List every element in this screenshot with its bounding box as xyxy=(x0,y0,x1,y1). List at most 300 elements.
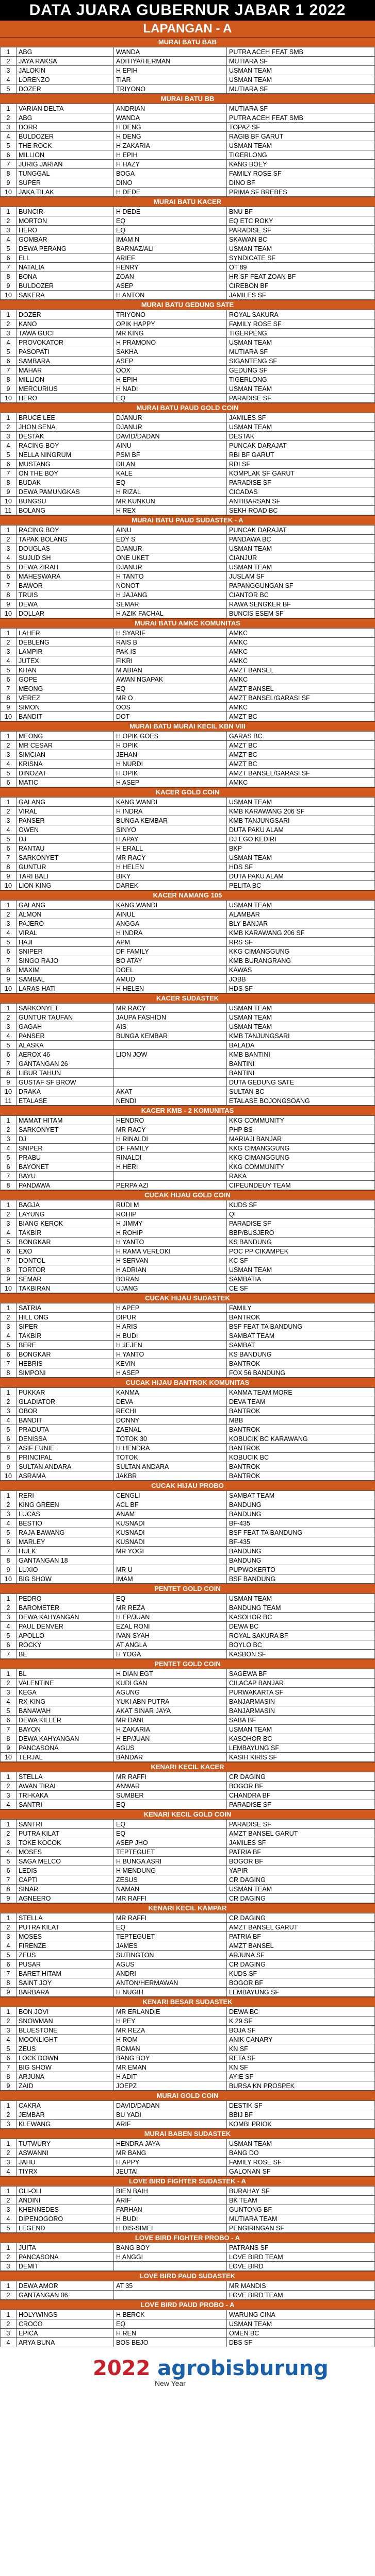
table-row xyxy=(1,901,375,910)
table-row xyxy=(1,178,375,188)
table-row xyxy=(1,235,375,244)
bird-name-cell: ASIF EUNIE xyxy=(17,1444,114,1453)
bird-name-cell: PUTRA KILAT xyxy=(17,1829,114,1838)
team-cell: USMAN TEAM xyxy=(227,75,375,84)
table-row xyxy=(1,1425,375,1434)
rank-cell: 8 xyxy=(1,1265,17,1275)
results-table xyxy=(0,1669,375,1762)
table-row xyxy=(1,1313,375,1322)
team-cell: BANDUNG xyxy=(227,1500,375,1510)
team-cell: KANG BOEY xyxy=(227,160,375,169)
bird-name-cell: MILLION xyxy=(17,375,114,384)
rank-cell: 5 xyxy=(1,1857,17,1866)
rank-cell: 4 xyxy=(1,1519,17,1528)
table-row xyxy=(1,816,375,825)
bird-name-cell: ARYA BUNA xyxy=(17,2338,114,2347)
owner-cell: H APPY xyxy=(114,2158,227,2167)
table-row xyxy=(1,581,375,590)
owner-cell: DF FAMILY xyxy=(114,1144,227,1153)
owner-cell: H SERVAN xyxy=(114,1256,227,1265)
owner-cell: ASEP JHO xyxy=(114,1838,227,1848)
owner-cell: OOX xyxy=(114,366,227,375)
bird-name-cell: PEDRO xyxy=(17,1594,114,1603)
rank-cell: 2 xyxy=(1,910,17,919)
owner-cell: H DIAN EGT xyxy=(114,1669,227,1679)
rank-cell: 1 xyxy=(1,2139,17,2148)
team-cell: BSF FEAT TA BANDUNG xyxy=(227,1528,375,1537)
table-row xyxy=(1,835,375,844)
team-cell: SAMBAT TEAM xyxy=(227,1491,375,1500)
table-row xyxy=(1,169,375,178)
team-cell: KMB BURANGRANG xyxy=(227,956,375,965)
rank-cell: 1 xyxy=(1,1388,17,1397)
team-cell: PURWAKARTA SF xyxy=(227,1688,375,1697)
rank-cell: 7 xyxy=(1,160,17,169)
table-row xyxy=(1,1978,375,1988)
table-row xyxy=(1,1350,375,1359)
table-row xyxy=(1,1041,375,1050)
results-table xyxy=(0,1490,375,1584)
team-cell: KASBON SF xyxy=(227,1650,375,1659)
team-cell: BURSA KN PROSPEK xyxy=(227,2081,375,2091)
team-cell: MR MANDIS xyxy=(227,2281,375,2291)
results-table xyxy=(0,1115,375,1190)
owner-cell: MR RACY xyxy=(114,1004,227,1013)
bird-name-cell: DOZER xyxy=(17,84,114,94)
rank-cell: 9 xyxy=(1,178,17,188)
table-row xyxy=(1,2319,375,2329)
table-row xyxy=(1,638,375,647)
rank-cell: 1 xyxy=(1,2187,17,2196)
bird-name-cell: PUKKAR xyxy=(17,1388,114,1397)
table-row xyxy=(1,712,375,721)
owner-cell: ASEP xyxy=(114,357,227,366)
bird-name-cell: MORTON xyxy=(17,216,114,226)
owner-cell: MR RAFFI xyxy=(114,1772,227,1782)
table-row xyxy=(1,2214,375,2224)
owner-cell: H NUGIH xyxy=(114,1988,227,1997)
bird-name-cell: SARKONYET xyxy=(17,1125,114,1134)
bird-name-cell: BRUCE LEE xyxy=(17,413,114,422)
table-row xyxy=(1,1181,375,1190)
class-header: MURAI GOLD COIN xyxy=(0,2091,375,2100)
table-row xyxy=(1,1932,375,1941)
rank-cell: 1 xyxy=(1,1669,17,1679)
table-row xyxy=(1,1941,375,1951)
owner-cell: BANG BOY xyxy=(114,2054,227,2063)
team-cell: KKG CIMANGGUNG xyxy=(227,947,375,956)
owner-cell: H YANTO xyxy=(114,1350,227,1359)
bird-name-cell: SINGO RAJO xyxy=(17,956,114,965)
team-cell: FAMILY ROSE SF xyxy=(227,2158,375,2167)
bird-name-cell: MEONG xyxy=(17,684,114,693)
team-cell: HR SF FEAT ZOAN BF xyxy=(227,272,375,281)
team-cell: AMKC xyxy=(227,703,375,712)
table-row xyxy=(1,2329,375,2338)
owner-cell: H RAMA VERLOKI xyxy=(114,1247,227,1256)
owner-cell: PERPA AZI xyxy=(114,1181,227,1190)
rank-cell: 5 xyxy=(1,1153,17,1162)
owner-cell: H ROHIP xyxy=(114,1228,227,1238)
bird-name-cell: TUTWURY xyxy=(17,2139,114,2148)
team-cell: AYIE SF xyxy=(227,2072,375,2081)
owner-cell: ONE UKET xyxy=(114,553,227,563)
bird-name-cell: SAMBARA xyxy=(17,357,114,366)
results-table xyxy=(0,104,375,197)
table-row xyxy=(1,1923,375,1932)
team-cell: GARAS BC xyxy=(227,732,375,741)
class-header: KACER KMB - 2 KOMUNITAS xyxy=(0,1106,375,1115)
rank-cell: 10 xyxy=(1,291,17,300)
table-row xyxy=(1,1640,375,1650)
owner-cell: H ERALL xyxy=(114,844,227,853)
table-row xyxy=(1,1500,375,1510)
rank-cell: 4 xyxy=(1,1031,17,1041)
table-row xyxy=(1,2139,375,2148)
table-row xyxy=(1,1829,375,1838)
results-table xyxy=(0,731,375,787)
rank-cell: 5 xyxy=(1,769,17,778)
team-cell: USMAN TEAM xyxy=(227,1004,375,1013)
bird-name-cell: PROVOKATOR xyxy=(17,338,114,347)
rank-cell: 1 xyxy=(1,1913,17,1923)
class-header: MURAI BATU BB xyxy=(0,94,375,104)
bird-name-cell: CAPTI xyxy=(17,1875,114,1885)
owner-cell: ARIF xyxy=(114,2196,227,2205)
table-row xyxy=(1,1359,375,1368)
bird-name-cell: HERO xyxy=(17,226,114,235)
team-cell: JAMILES SF xyxy=(227,291,375,300)
owner-cell: EQ xyxy=(114,226,227,235)
results-table xyxy=(0,413,375,515)
rank-cell: 11 xyxy=(1,1096,17,1106)
team-cell: EQ ETC ROKY xyxy=(227,216,375,226)
table-row xyxy=(1,844,375,853)
owner-cell: SEMAR xyxy=(114,600,227,609)
bird-name-cell: THE ROCK xyxy=(17,141,114,150)
team-cell: BF-435 xyxy=(227,1519,375,1528)
team-cell: JAMILES SF xyxy=(227,1838,375,1848)
class-header: MURAI BATU KACER xyxy=(0,197,375,207)
rank-cell: 7 xyxy=(1,1172,17,1181)
rank-cell: 10 xyxy=(1,984,17,993)
rank-cell: 3 xyxy=(1,1322,17,1331)
rank-cell: 1 xyxy=(1,310,17,319)
team-cell: JAMILES SF xyxy=(227,413,375,422)
bird-name-cell: DEWA PERANG xyxy=(17,244,114,253)
table-row xyxy=(1,1772,375,1782)
bird-name-cell: FIRENZE xyxy=(17,1941,114,1951)
team-cell: BANDUNG xyxy=(227,1510,375,1519)
table-row xyxy=(1,590,375,600)
owner-cell: H JEJEN xyxy=(114,1341,227,1350)
rank-cell: 1 xyxy=(1,207,17,216)
bird-name-cell: LEDIS xyxy=(17,1866,114,1875)
table-row xyxy=(1,1397,375,1406)
table-row xyxy=(1,394,375,403)
team-cell: SEKH ROAD BC xyxy=(227,506,375,515)
team-cell: PUNCAK DARAJAT xyxy=(227,526,375,535)
rank-cell: 4 xyxy=(1,2338,17,2347)
owner-cell: MR BANG xyxy=(114,2148,227,2158)
owner-cell: KUDI GAN xyxy=(114,1679,227,1688)
rank-cell: 2 xyxy=(1,1313,17,1322)
results-table xyxy=(0,1303,375,1378)
owner-cell: BORAN xyxy=(114,1275,227,1284)
rank-cell: 2 xyxy=(1,638,17,647)
table-row xyxy=(1,1087,375,1096)
results-table xyxy=(0,1594,375,1659)
rank-cell: 4 xyxy=(1,2214,17,2224)
rank-cell: 3 xyxy=(1,2262,17,2271)
rank-cell: 6 xyxy=(1,253,17,263)
rank-cell: 2 xyxy=(1,1397,17,1406)
rank-cell: 3 xyxy=(1,1134,17,1144)
rank-cell: 5 xyxy=(1,2044,17,2054)
rank-cell: 8 xyxy=(1,375,17,384)
owner-cell: ZOAN xyxy=(114,272,227,281)
bird-name-cell: ANDINI xyxy=(17,2196,114,2205)
team-cell: AMZT BC xyxy=(227,741,375,750)
bird-name-cell: PANDAWA xyxy=(17,1181,114,1190)
owner-cell: H ADIT xyxy=(114,2072,227,2081)
bird-name-cell: KHAN xyxy=(17,666,114,675)
owner-cell: AINU xyxy=(114,526,227,535)
bird-name-cell: DEWA ZIRAH xyxy=(17,563,114,572)
rank-cell: 1 xyxy=(1,1820,17,1829)
owner-cell: H NADI xyxy=(114,384,227,394)
rank-cell: 1 xyxy=(1,526,17,535)
bird-name-cell: LUCAS xyxy=(17,1510,114,1519)
results-table xyxy=(0,1913,375,1997)
owner-cell: H HAZY xyxy=(114,160,227,169)
owner-cell: DEVA xyxy=(114,1397,227,1406)
rank-cell: 3 xyxy=(1,816,17,825)
owner-cell: H DIS-SIMEI xyxy=(114,2224,227,2233)
owner-cell: JAKBR xyxy=(114,1471,227,1481)
team-cell: BANTINI xyxy=(227,1069,375,1078)
results-table xyxy=(0,2007,375,2091)
rank-cell: 10 xyxy=(1,497,17,506)
team-cell: WARUNG CINA xyxy=(227,2310,375,2319)
rank-cell: 6 xyxy=(1,1537,17,1547)
team-cell: LEMBAYUNG SF xyxy=(227,1743,375,1753)
bird-name-cell: TAKBIR xyxy=(17,1228,114,1238)
team-cell: LOVE BIRD TEAM xyxy=(227,2291,375,2300)
rank-cell: 10 xyxy=(1,609,17,618)
table-row xyxy=(1,1885,375,1894)
team-cell: USMAN TEAM xyxy=(227,544,375,553)
results-table xyxy=(0,525,375,618)
table-row xyxy=(1,1331,375,1341)
footer-tagline: New Year xyxy=(155,2379,186,2387)
table-row xyxy=(1,535,375,544)
rank-cell: 8 xyxy=(1,1368,17,1378)
table-row xyxy=(1,291,375,300)
rank-cell: 3 xyxy=(1,1688,17,1697)
team-cell: SAGEWA BF xyxy=(227,1669,375,1679)
owner-cell: TEPTEGUET xyxy=(114,1932,227,1941)
team-cell: DESTIK SF xyxy=(227,2101,375,2110)
owner-cell: BOS BEJO xyxy=(114,2338,227,2347)
bird-name-cell: ABG xyxy=(17,113,114,123)
table-row xyxy=(1,347,375,357)
team-cell: KS BANDUNG xyxy=(227,1350,375,1359)
team-cell: AMKC xyxy=(227,638,375,647)
results-table xyxy=(0,797,375,890)
bird-name-cell: GALANG xyxy=(17,901,114,910)
bird-name-cell: SAMBAL xyxy=(17,975,114,984)
owner-cell: BIKY xyxy=(114,872,227,881)
rank-cell: 9 xyxy=(1,1078,17,1087)
rank-cell: 5 xyxy=(1,347,17,357)
team-cell: USMAN TEAM xyxy=(227,853,375,862)
rank-cell: 7 xyxy=(1,1059,17,1069)
rank-cell: 7 xyxy=(1,684,17,693)
bird-name-cell: PASOPATI xyxy=(17,347,114,357)
team-cell: BURAHAY SF xyxy=(227,2187,375,2196)
rank-cell: 4 xyxy=(1,441,17,450)
table-row xyxy=(1,544,375,553)
team-cell: CR DAGING xyxy=(227,1913,375,1923)
owner-cell: H EP/JUAN xyxy=(114,1734,227,1743)
table-row xyxy=(1,1857,375,1866)
rank-cell: 7 xyxy=(1,469,17,478)
table-row xyxy=(1,563,375,572)
owner-cell xyxy=(114,1556,227,1565)
rank-cell: 3 xyxy=(1,329,17,338)
rank-cell: 8 xyxy=(1,2072,17,2081)
team-cell: PARADISE SF xyxy=(227,394,375,403)
team-cell: HDS SF xyxy=(227,862,375,872)
owner-cell: EQ xyxy=(114,1923,227,1932)
team-cell: ROYAL SAKURA BF xyxy=(227,1631,375,1640)
table-row xyxy=(1,66,375,75)
bird-name-cell: BAYU xyxy=(17,1172,114,1181)
team-cell: GALONAN SF xyxy=(227,2167,375,2176)
owner-cell: PSM BF xyxy=(114,450,227,460)
rank-cell: 8 xyxy=(1,478,17,487)
table-row xyxy=(1,2007,375,2016)
bird-name-cell: ARJUNA xyxy=(17,2072,114,2081)
bird-name-cell: HERO xyxy=(17,394,114,403)
table-row xyxy=(1,1866,375,1875)
results-table xyxy=(0,2100,375,2129)
bird-name-cell: GUNTUR TAUFAN xyxy=(17,1013,114,1022)
owner-cell: H HELEN xyxy=(114,984,227,993)
bird-name-cell: TUNGGAL xyxy=(17,169,114,178)
rank-cell: 2 xyxy=(1,216,17,226)
bird-name-cell: APOLLO xyxy=(17,1631,114,1640)
team-cell: USMAN TEAM xyxy=(227,422,375,432)
bird-name-cell: KANO xyxy=(17,319,114,329)
owner-cell: APM xyxy=(114,938,227,947)
owner-cell: DAREK xyxy=(114,881,227,890)
owner-cell xyxy=(114,1069,227,1078)
rank-cell: 3 xyxy=(1,2329,17,2338)
team-cell: PATRANS SF xyxy=(227,2243,375,2252)
bird-name-cell: SNIPER xyxy=(17,1144,114,1153)
team-cell: CR DAGING xyxy=(227,1894,375,1903)
table-row xyxy=(1,2310,375,2319)
team-cell: KAWAS xyxy=(227,965,375,975)
owner-cell: H BUNGA ASRI xyxy=(114,1857,227,1866)
team-cell: HDS SF xyxy=(227,984,375,993)
rank-cell: 2 xyxy=(1,1923,17,1932)
owner-cell: TRIYONO xyxy=(114,310,227,319)
bird-name-cell: AEROX 46 xyxy=(17,1050,114,1059)
team-cell: RBI BF GARUT xyxy=(227,450,375,460)
owner-cell: DONNY xyxy=(114,1416,227,1425)
table-row xyxy=(1,1050,375,1059)
table-row xyxy=(1,928,375,938)
table-row xyxy=(1,1388,375,1397)
owner-cell: ROHIP xyxy=(114,1210,227,1219)
table-row xyxy=(1,1303,375,1313)
bird-name-cell: DIPENOGORO xyxy=(17,2214,114,2224)
bird-name-cell: SINAR xyxy=(17,1885,114,1894)
bird-name-cell: SNIPER xyxy=(17,947,114,956)
owner-cell: LION JOW xyxy=(114,1050,227,1059)
team-cell: DUTA PAKU ALAM xyxy=(227,872,375,881)
owner-cell: H NURDI xyxy=(114,759,227,769)
table-row xyxy=(1,1753,375,1762)
bird-name-cell: BARET HITAM xyxy=(17,1969,114,1978)
bird-name-cell: BOLANG xyxy=(17,506,114,515)
team-cell: SAMBAT xyxy=(227,1341,375,1350)
team-cell: USMAN TEAM xyxy=(227,1265,375,1275)
team-cell: USMAN TEAM xyxy=(227,563,375,572)
table-row xyxy=(1,1875,375,1885)
bird-name-cell: CROCO xyxy=(17,2319,114,2329)
table-row xyxy=(1,366,375,375)
team-cell: KKG COMMUNITY xyxy=(227,1116,375,1125)
table-row xyxy=(1,1265,375,1275)
table-row xyxy=(1,1556,375,1565)
table-row xyxy=(1,1013,375,1022)
class-header: CUCAK HIJAU SUDASTEK xyxy=(0,1293,375,1303)
owner-cell: SULTAN ANDARA xyxy=(114,1462,227,1471)
owner-cell: EQ xyxy=(114,684,227,693)
owner-cell: EQ xyxy=(114,2319,227,2329)
table-row xyxy=(1,281,375,291)
owner-cell: MR RACY xyxy=(114,1125,227,1134)
team-cell: ALAMBAR xyxy=(227,910,375,919)
owner-cell: DOEL xyxy=(114,965,227,975)
bird-name-cell: JUTEX xyxy=(17,656,114,666)
team-cell: KOMBI PRIOK xyxy=(227,2120,375,2129)
team-cell: BANDUNG TEAM xyxy=(227,1603,375,1613)
table-row xyxy=(1,2243,375,2252)
table-row xyxy=(1,1734,375,1743)
table-row xyxy=(1,2081,375,2091)
owner-cell: DAVID/DADAN xyxy=(114,2101,227,2110)
table-row xyxy=(1,2158,375,2167)
table-row xyxy=(1,778,375,787)
class-header: KACER SUDASTEK xyxy=(0,993,375,1003)
team-cell: TIGERLONG xyxy=(227,375,375,384)
team-cell: LEMBAYUNG SF xyxy=(227,1988,375,1997)
rank-cell: 3 xyxy=(1,1022,17,1031)
team-cell: OMEN BC xyxy=(227,2329,375,2338)
bird-name-cell: ZEUS xyxy=(17,1951,114,1960)
team-cell: SAMBATIA xyxy=(227,1275,375,1284)
team-cell: RAKA xyxy=(227,1172,375,1181)
bird-name-cell: LOCK DOWN xyxy=(17,2054,114,2063)
team-cell: USMAN TEAM xyxy=(227,901,375,910)
owner-cell: H EPIH xyxy=(114,150,227,160)
owner-cell: SAKHA xyxy=(114,347,227,357)
